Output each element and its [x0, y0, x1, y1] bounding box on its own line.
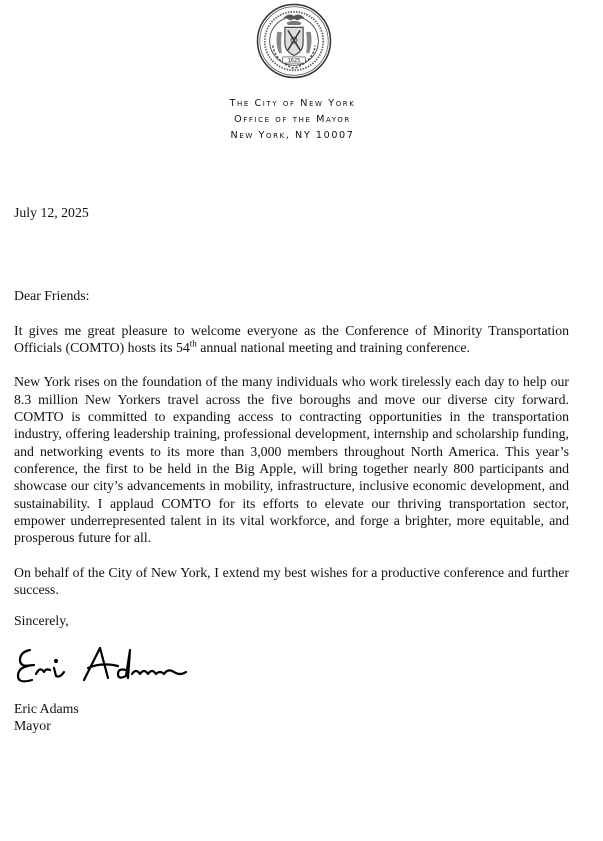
letter-body: [14, 287, 569, 616]
paragraph-2: New York rises on the foundation of the many individuals who work tirelessly each day to help our 8.3 million New Yorkers travel across the five boroughs and move our diverse city forward. COMTO is committed to expanding access to contracting opportunities in the transportation industry, offering leadership training, professional development, internship and scholarship funding, and networking events to its more than 3,000 members throughout North America. This year’s conference, the first to be held in the Big Apple, will bring together nearly 800 participants and showcase our city’s advancements in mobility, infrastructure, inclusive economic development, and sustainability. I applaud COMTO for its efforts to elevate our thriving transportation sector, empower underrepresented talent in its vital workforce, and forge a brighter, more equitable, and prosperous future for all.: [14, 374, 569, 546]
paragraph-1: [14, 322, 569, 357]
paragraph-3: On behalf of the City of New York, I extend my best wishes for a productive conference and further success.: [14, 564, 569, 598]
signer-title: Mayor: [14, 718, 51, 734]
letterhead-city: The City of New York: [229, 98, 356, 109]
letterhead-office: Office of the Mayor: [234, 114, 351, 125]
ordinal-suffix: th: [189, 338, 197, 349]
letterhead-address: New York, NY 10007: [230, 130, 355, 141]
nyc-seal-icon: [256, 3, 332, 79]
handwritten-signature-icon: [14, 640, 194, 688]
signer-block: [14, 700, 79, 735]
seal-year: 1625: [287, 57, 301, 64]
paragraph-1-end: annual national meeting and training conference.: [196, 339, 470, 355]
letterhead: [0, 96, 585, 144]
signer-name: Eric Adams: [14, 701, 79, 716]
letter-date: July 12, 2025: [14, 205, 89, 220]
paragraph-1-start: It gives me great pleasure to welcome everyone as the Conference of Minority Transportation Officials (COMTO) hosts its 54: [14, 322, 569, 355]
salutation: Dear Friends:: [14, 288, 90, 303]
closing: Sincerely,: [14, 613, 69, 628]
